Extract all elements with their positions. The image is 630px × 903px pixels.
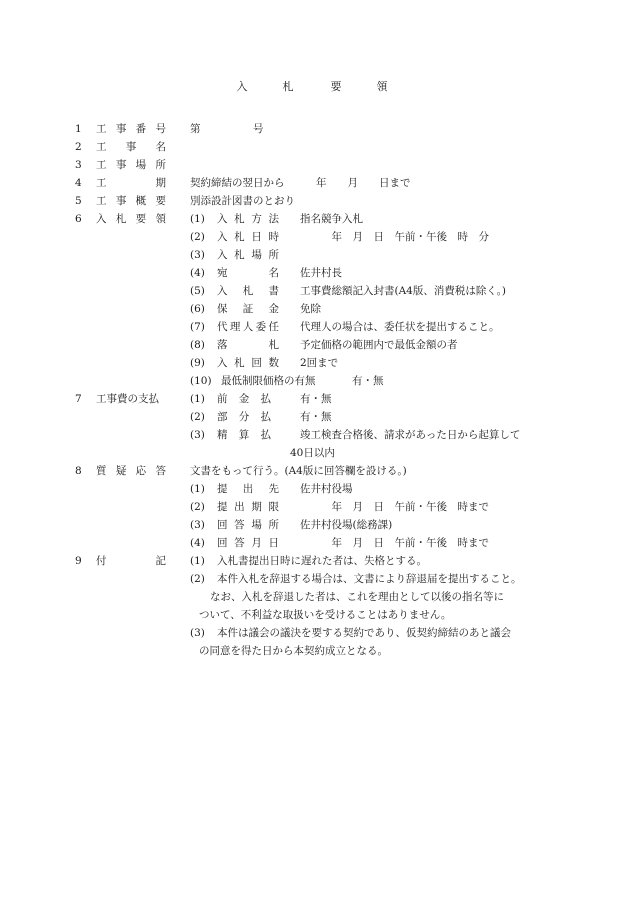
item-number: 3 [75,159,82,171]
sub-label: 代 理 人 委 任 [217,321,279,333]
sub-label: 入 札 方 法 [217,213,279,225]
document-title [0,80,630,94]
sub-label: 部 分 払 [217,411,271,423]
sub-value: 佐井村役場 [300,483,353,495]
sub-label: 提 出 期 限 [217,501,279,513]
sub-label: 精 算 払 [217,429,271,441]
item-label: 工 事 概 要 [96,195,166,207]
note-row [0,572,630,586]
item-value: 別添設計図書のとおり [190,195,295,207]
item-3-row [0,158,630,172]
item-value: 第 号 [190,123,264,135]
note-number: (3) [190,627,205,639]
sub-value: 竣工検査合格後、請求があった日から起算して [300,429,521,441]
note-text: ついて、不利益な取扱いを受けることはありません。 [199,609,452,621]
note-text: の同意を得た日から本契約成立となる。 [199,645,388,657]
sub-number: (2) [190,501,205,513]
sub-row [0,392,630,406]
sub-label: 入 札 場 所 [217,249,279,261]
sub-row [0,248,630,262]
sub-number: (3) [190,249,205,261]
item-label: 工 事 場 所 [96,159,166,171]
sub-value: 40日以内 [290,447,335,459]
sub-row [0,338,630,352]
title-char: 要 [330,80,342,93]
item-number: 4 [75,177,82,189]
item-1-row [0,122,630,136]
sub-number: (10) [190,375,212,387]
item-number: 8 [75,465,82,477]
item-label: 付 記 [96,555,166,567]
item-value: 文書をもって行う。(A4版に回答欄を設ける。) [190,465,407,477]
sub-value: 代理人の場合は、委任状を提出すること。 [300,321,500,333]
sub-value: 工事費総額記入封書(A4版、消費税は除く。) [300,285,506,297]
sub-row [0,212,630,226]
note-row [0,554,630,568]
item-5-row [0,194,630,208]
note-text: 入札書提出日時に遅れた者は、失格とする。 [217,555,427,567]
sub-label: 最低制限価格の有無 [221,375,316,387]
sub-value: 免除 [300,303,321,315]
sub-row [0,536,630,550]
sub-row [0,518,630,532]
note-row-continued [0,644,630,658]
sub-number: (2) [190,411,205,423]
sub-row [0,374,630,388]
sub-value: 佐井村役場(総務課) [300,519,393,531]
sub-value: 2回まで [300,357,339,369]
sub-number: (3) [190,519,205,531]
sub-value: 予定価格の範囲内で最低金額の者 [300,339,458,351]
sub-number: (1) [190,213,205,225]
item-8-row [0,464,630,478]
item-label: 入 札 要 領 [96,213,166,225]
sub-number: (7) [190,321,205,333]
note-number: (1) [190,555,205,567]
sub-number: (1) [190,483,205,495]
sub-number: (4) [190,537,205,549]
sub-row [0,302,630,316]
sub-number: (5) [190,285,205,297]
item-value: 契約締結の翌日から 年 月 日まで [190,177,411,189]
sub-row [0,356,630,370]
sub-number: (3) [190,429,205,441]
sub-number: (2) [190,231,205,243]
item-2-row [0,140,630,154]
note-number: (2) [190,573,205,585]
sub-value: 指名競争入札 [300,213,363,225]
note-text: なお、入札を辞退した者は、これを理由として以後の指名等に [210,591,504,603]
sub-label: 回 答 場 所 [217,519,279,531]
sub-row [0,284,630,298]
item-number: 2 [75,141,82,153]
title-char: 札 [282,80,294,93]
sub-row [0,266,630,280]
item-number: 7 [75,393,82,405]
sub-label: 保 証 金 [217,303,279,315]
sub-value: 有・無 [300,393,332,405]
item-label: 質 疑 応 答 [96,465,166,477]
note-row-continued [0,590,630,604]
sub-row [0,410,630,424]
note-row-continued [0,608,630,622]
sub-row [0,500,630,514]
item-4-row [0,176,630,190]
item-label: 工 事 番 号 [96,123,166,135]
sub-value: 佐井村長 [300,267,342,279]
sub-label: 回 答 月 日 [217,537,279,549]
sub-label: 落 札 [217,339,279,351]
item-number: 1 [75,123,82,135]
item-label: 工事費の支払 [96,393,159,405]
sub-label: 入 札 回 数 [217,357,279,369]
sub-number: (8) [190,339,205,351]
sub-label: 前 金 払 [217,393,271,405]
item-number: 6 [75,213,82,225]
item-label: 工 事 名 [96,141,166,153]
sub-label: 入 札 書 [217,285,279,297]
sub-number: (6) [190,303,205,315]
sub-value: 年 月 日 午前・午後 時まで [300,537,489,549]
sub-row [0,482,630,496]
sub-number: (4) [190,267,205,279]
sub-label: 入 札 日 時 [217,231,279,243]
sub-number: (1) [190,393,205,405]
note-row [0,626,630,640]
item-label: 工 期 [96,177,166,189]
sub-row [0,428,630,442]
sub-label: 宛 名 [217,267,279,279]
sub-value: 年 月 日 午前・午後 時まで [300,501,489,513]
sub-row [0,320,630,334]
sub-value: 有・無 [352,375,384,387]
item-number: 5 [75,195,82,207]
sub-number: (9) [190,357,205,369]
title-char: 入 [236,80,248,93]
sub-row [0,230,630,244]
sub-row-continued [0,446,630,460]
note-text: 本件入札を辞退する場合は、文書により辞退届を提出すること。 [217,573,522,585]
sub-value: 有・無 [300,411,332,423]
title-char: 領 [376,80,388,93]
sub-value: 年 月 日 午前・午後 時 分 [300,231,489,243]
item-number: 9 [75,555,82,567]
note-text: 本件は議会の議決を要する契約であり、仮契約締結のあと議会 [217,627,511,639]
sub-label: 提 出 先 [217,483,279,495]
